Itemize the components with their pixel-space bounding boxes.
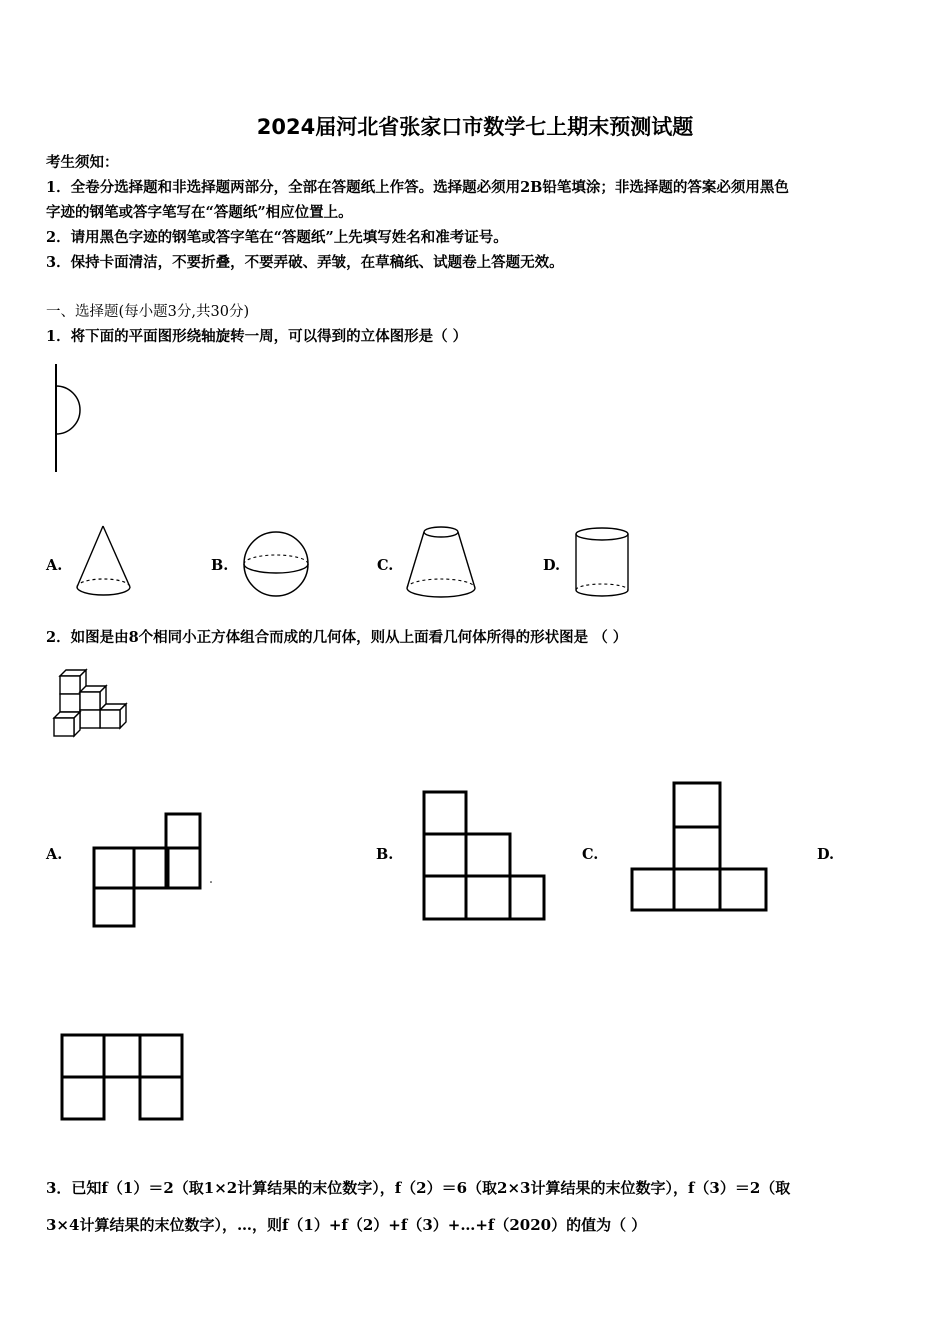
notice-item-1: 1．全卷分选择题和非选择题两部分，全部在答题纸上作答。选择题必须用2B铅笔填涂；非选择题的答案必须用黑色 [46, 179, 789, 196]
q2-option-c-grid[interactable] [630, 781, 770, 915]
q1-option-b-sphere[interactable] [242, 530, 312, 600]
notice-item-1-cont: 字迹的钢笔或答字笔写在“答题纸”相应位置上。 [46, 204, 353, 221]
q2-option-b-label[interactable]: B. [376, 846, 394, 863]
q1-option-d-cylinder[interactable] [573, 526, 633, 602]
page-title: 2024届河北省张家口市数学七上期末预测试题 [256, 115, 694, 139]
notice-heading: 考生须知： [46, 154, 119, 171]
question-2-text: 2．如图是由8个相同小正方体组合而成的几何体，则从上面看几何体所得的形状图是 （ ） [46, 629, 628, 646]
question-3-line-2: 3×4计算结果的末位数字），…，则f（1）+f（2）+f（3）+…+f（2020）的值为（ ） [46, 1216, 647, 1234]
notice-item-2: 2．请用黑色字迹的钢笔或答字笔在“答题纸”上先填写姓名和准考证号。 [46, 229, 508, 246]
q1-option-a-cone[interactable] [74, 524, 134, 598]
q1-option-d-label[interactable]: D. [543, 557, 561, 574]
q1-option-b-label[interactable]: B. [211, 557, 229, 574]
q2-option-a-label[interactable]: A. [46, 846, 63, 863]
question-1-text: 1．将下面的平面图形绕轴旋转一周，可以得到的立体图形是（ ） [46, 328, 468, 345]
q2-option-d-label[interactable]: D. [817, 846, 835, 863]
q1-option-c-label[interactable]: C. [377, 557, 394, 574]
q1-option-a-label[interactable]: A. [46, 557, 63, 574]
question-3-line-1: 3．已知f（1）＝2（取1×2计算结果的末位数字），f（2）＝6（取2×3计算结果的末位数字），f（3）＝2（取 [46, 1179, 791, 1197]
notice-item-3: 3．保持卡面清洁，不要折叠，不要弄破、弄皱，在草稿纸、试题卷上答题无效。 [46, 254, 564, 271]
q2-option-d-grid[interactable] [60, 1033, 188, 1123]
q2-option-a-grid[interactable] [92, 812, 216, 930]
q2-option-c-label[interactable]: C. [582, 846, 599, 863]
q1-option-c-frustum[interactable] [404, 526, 480, 600]
q1-axis-semicircle-figure [50, 362, 90, 474]
section-heading: 一、选择题(每小题3分,共30分) [46, 304, 250, 320]
q2-option-b-grid[interactable] [422, 790, 548, 924]
q2-cube-stack-figure [50, 666, 134, 740]
